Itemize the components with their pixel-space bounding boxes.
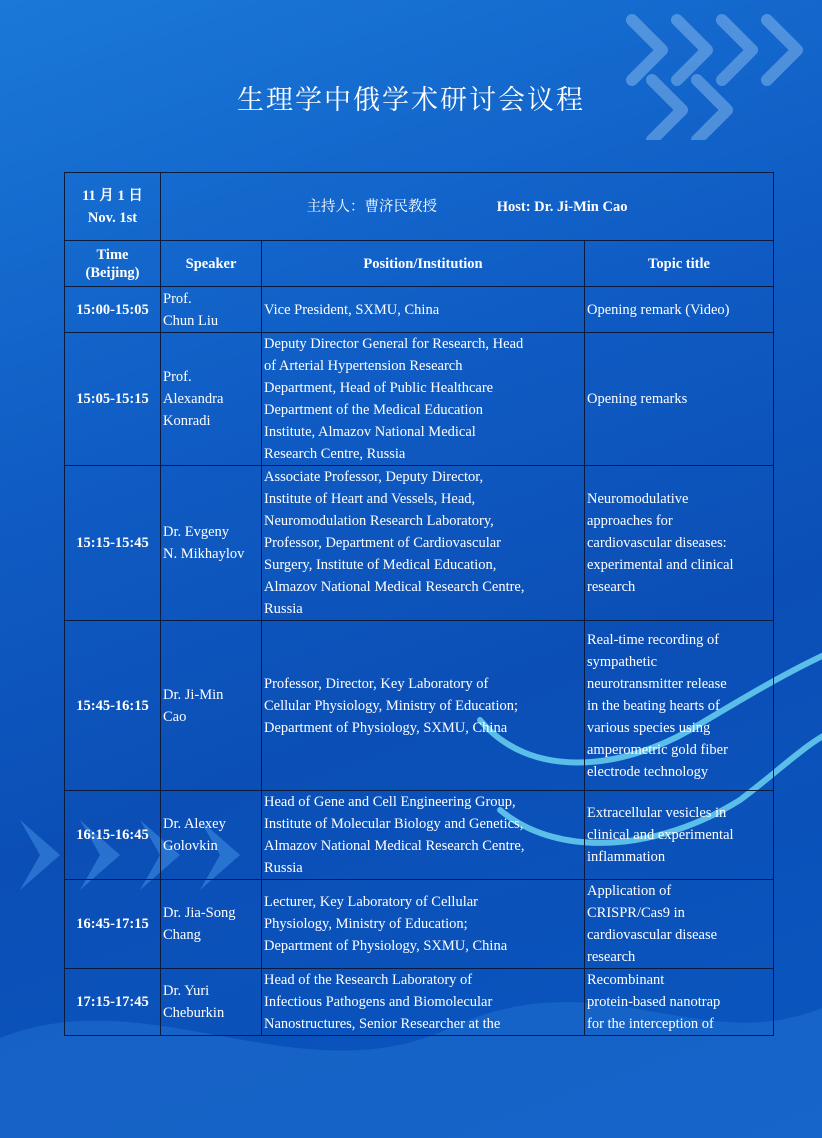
chevron-pattern-decoration	[602, 0, 812, 140]
time-cell: 15:15-15:45	[65, 466, 161, 621]
topic-cell-line: Opening remark (Video)	[587, 301, 730, 318]
date-cell	[65, 173, 161, 241]
topic-cell-line: amperometric gold fiber	[587, 741, 728, 758]
position-cell-line: Associate Professor, Deputy Director,	[264, 469, 484, 485]
topic-cell-line: Application of	[587, 883, 672, 899]
host-english: Host: Dr. Ji-Min Cao	[496, 198, 628, 215]
position-cell	[262, 880, 585, 969]
speaker-cell	[161, 287, 262, 333]
position-cell-line: Head of the Research Laboratory of	[264, 972, 473, 988]
time-cell: 16:45-17:15	[65, 880, 161, 969]
position-cell-line: Infectious Pathogens and Biomolecular	[264, 994, 493, 1010]
agenda-row	[65, 621, 774, 791]
agenda-row	[65, 791, 774, 880]
position-cell	[262, 333, 585, 466]
topic-cell-line: inflammation	[587, 849, 666, 865]
position-cell-line: Institute of Molecular Biology and Genetics,	[264, 816, 524, 832]
col-header-speaker: Speaker	[161, 241, 262, 287]
speaker-cell	[161, 621, 262, 791]
position-cell-line: Professor, Director, Key Laboratory of	[264, 675, 489, 692]
position-cell-line: Almazov National Medical Research Centre,	[264, 838, 525, 854]
speaker-cell-line: Prof.	[163, 290, 192, 307]
position-cell-line: Institute of Heart and Vessels, Head,	[264, 491, 476, 507]
topic-cell-line: various species using	[587, 719, 711, 736]
topic-cell	[585, 621, 774, 791]
agenda-row	[65, 466, 774, 621]
position-cell-line: Lecturer, Key Laboratory of Cellular	[264, 894, 479, 910]
topic-cell	[585, 969, 774, 1036]
position-cell-line: Professor, Department of Cardiovascular	[264, 535, 501, 551]
topic-cell-line: clinical and experimental	[587, 827, 734, 843]
speaker-cell-line: Cao	[163, 708, 187, 725]
date-english: Nov. 1st	[87, 209, 138, 226]
topic-cell-line: in the beating hearts of	[587, 697, 720, 714]
topic-cell-line: Opening remarks	[587, 391, 688, 407]
speaker-cell-line: Prof.	[163, 369, 192, 385]
position-cell	[262, 466, 585, 621]
topic-cell	[585, 287, 774, 333]
time-cell: 15:05-15:15	[65, 333, 161, 466]
position-cell-line: Research Centre, Russia	[264, 446, 406, 462]
time-cell: 15:45-16:15	[65, 621, 161, 791]
position-cell-line: of Arterial Hypertension Research	[264, 358, 463, 374]
topic-cell-line: CRISPR/Cas9 in	[587, 905, 685, 921]
date-host-row	[65, 173, 774, 241]
speaker-cell-line: Chun Liu	[163, 312, 219, 329]
position-cell-line: Almazov National Medical Research Centre,	[264, 579, 525, 595]
col-header-time-line1: Time	[96, 246, 129, 263]
topic-cell-line: for the interception of	[587, 1016, 714, 1032]
topic-cell	[585, 880, 774, 969]
position-cell-line: Neuromodulation Research Laboratory,	[264, 513, 494, 529]
topic-cell-line: Real-time recording of	[587, 631, 720, 648]
topic-cell	[585, 791, 774, 880]
column-header-row	[65, 241, 774, 287]
speaker-cell	[161, 791, 262, 880]
col-header-position: Position/Institution	[262, 241, 585, 287]
position-cell-line: Cellular Physiology, Ministry of Education;	[264, 697, 518, 714]
topic-cell-line: cardiovascular disease	[587, 927, 718, 943]
speaker-cell-line: Chang	[163, 927, 201, 943]
position-cell-line: Russia	[264, 601, 303, 617]
host-cell	[161, 173, 774, 241]
host-chinese: 主持人：曹济民教授	[306, 198, 438, 215]
agenda-row	[65, 880, 774, 969]
speaker-cell	[161, 333, 262, 466]
position-cell-line: Department of Physiology, SXMU, China	[264, 719, 508, 736]
topic-cell	[585, 466, 774, 621]
position-cell-line: Surgery, Institute of Medical Education,	[264, 557, 497, 573]
topic-cell-line: Neuromodulative	[587, 491, 689, 507]
speaker-cell-line: N. Mikhaylov	[163, 546, 245, 562]
position-cell-line: Nanostructures, Senior Researcher at the	[264, 1016, 501, 1032]
speaker-cell-line: Dr. Jia-Song	[163, 905, 236, 921]
speaker-cell-line: Dr. Yuri	[163, 983, 210, 999]
speaker-cell-line: Alexandra	[163, 391, 224, 407]
speaker-cell-line: Konradi	[163, 413, 211, 429]
position-cell	[262, 969, 585, 1036]
topic-cell-line: approaches for	[587, 513, 673, 529]
agenda-row	[65, 287, 774, 333]
page-title: 生理学中俄学术研讨会议程	[237, 85, 585, 116]
position-cell-line: Vice President, SXMU, China	[264, 301, 440, 318]
position-cell-line: Department, Head of Public Healthcare	[264, 380, 494, 396]
topic-cell-line: experimental and clinical	[587, 557, 734, 573]
position-cell-line: Deputy Director General for Research, Head	[264, 336, 524, 352]
date-chinese: 11 月 1 日	[82, 187, 143, 204]
speaker-cell-line: Golovkin	[163, 838, 218, 854]
col-header-topic: Topic title	[585, 241, 774, 287]
topic-cell-line: sympathetic	[587, 653, 658, 670]
agenda-row	[65, 333, 774, 466]
speaker-cell-line: Dr. Alexey	[163, 816, 226, 832]
position-cell	[262, 287, 585, 333]
agenda-table	[64, 172, 774, 1036]
position-cell	[262, 791, 585, 880]
speaker-cell-line: Cheburkin	[163, 1005, 225, 1021]
col-header-time-line2: (Beijing)	[85, 264, 140, 281]
speaker-cell	[161, 880, 262, 969]
position-cell-line: Physiology, Ministry of Education;	[264, 916, 468, 932]
topic-cell-line: neurotransmitter release	[587, 675, 727, 692]
speaker-cell-line: Dr. Evgeny	[163, 524, 230, 540]
position-cell	[262, 621, 585, 791]
col-header-time	[65, 241, 161, 287]
time-cell: 15:00-15:05	[65, 287, 161, 333]
topic-cell-line: Recombinant	[587, 972, 665, 988]
position-cell-line: Russia	[264, 860, 303, 876]
agenda-row	[65, 969, 774, 1036]
topic-cell-line: research	[587, 949, 636, 965]
speaker-cell	[161, 466, 262, 621]
speaker-cell-line: Dr. Ji-Min	[163, 686, 224, 703]
position-cell-line: Department of Physiology, SXMU, China	[264, 938, 508, 954]
time-cell: 17:15-17:45	[65, 969, 161, 1036]
topic-cell-line: Extracellular vesicles in	[587, 805, 727, 821]
time-cell: 16:15-16:45	[65, 791, 161, 880]
topic-cell-line: electrode technology	[587, 763, 709, 780]
speaker-cell	[161, 969, 262, 1036]
position-cell-line: Head of Gene and Cell Engineering Group,	[264, 794, 516, 810]
topic-cell-line: research	[587, 579, 636, 595]
topic-cell-line: protein-based nanotrap	[587, 994, 721, 1010]
topic-cell	[585, 333, 774, 466]
position-cell-line: Institute, Almazov National Medical	[264, 424, 476, 440]
topic-cell-line: cardiovascular diseases:	[587, 535, 727, 551]
position-cell-line: Department of the Medical Education	[264, 402, 484, 418]
